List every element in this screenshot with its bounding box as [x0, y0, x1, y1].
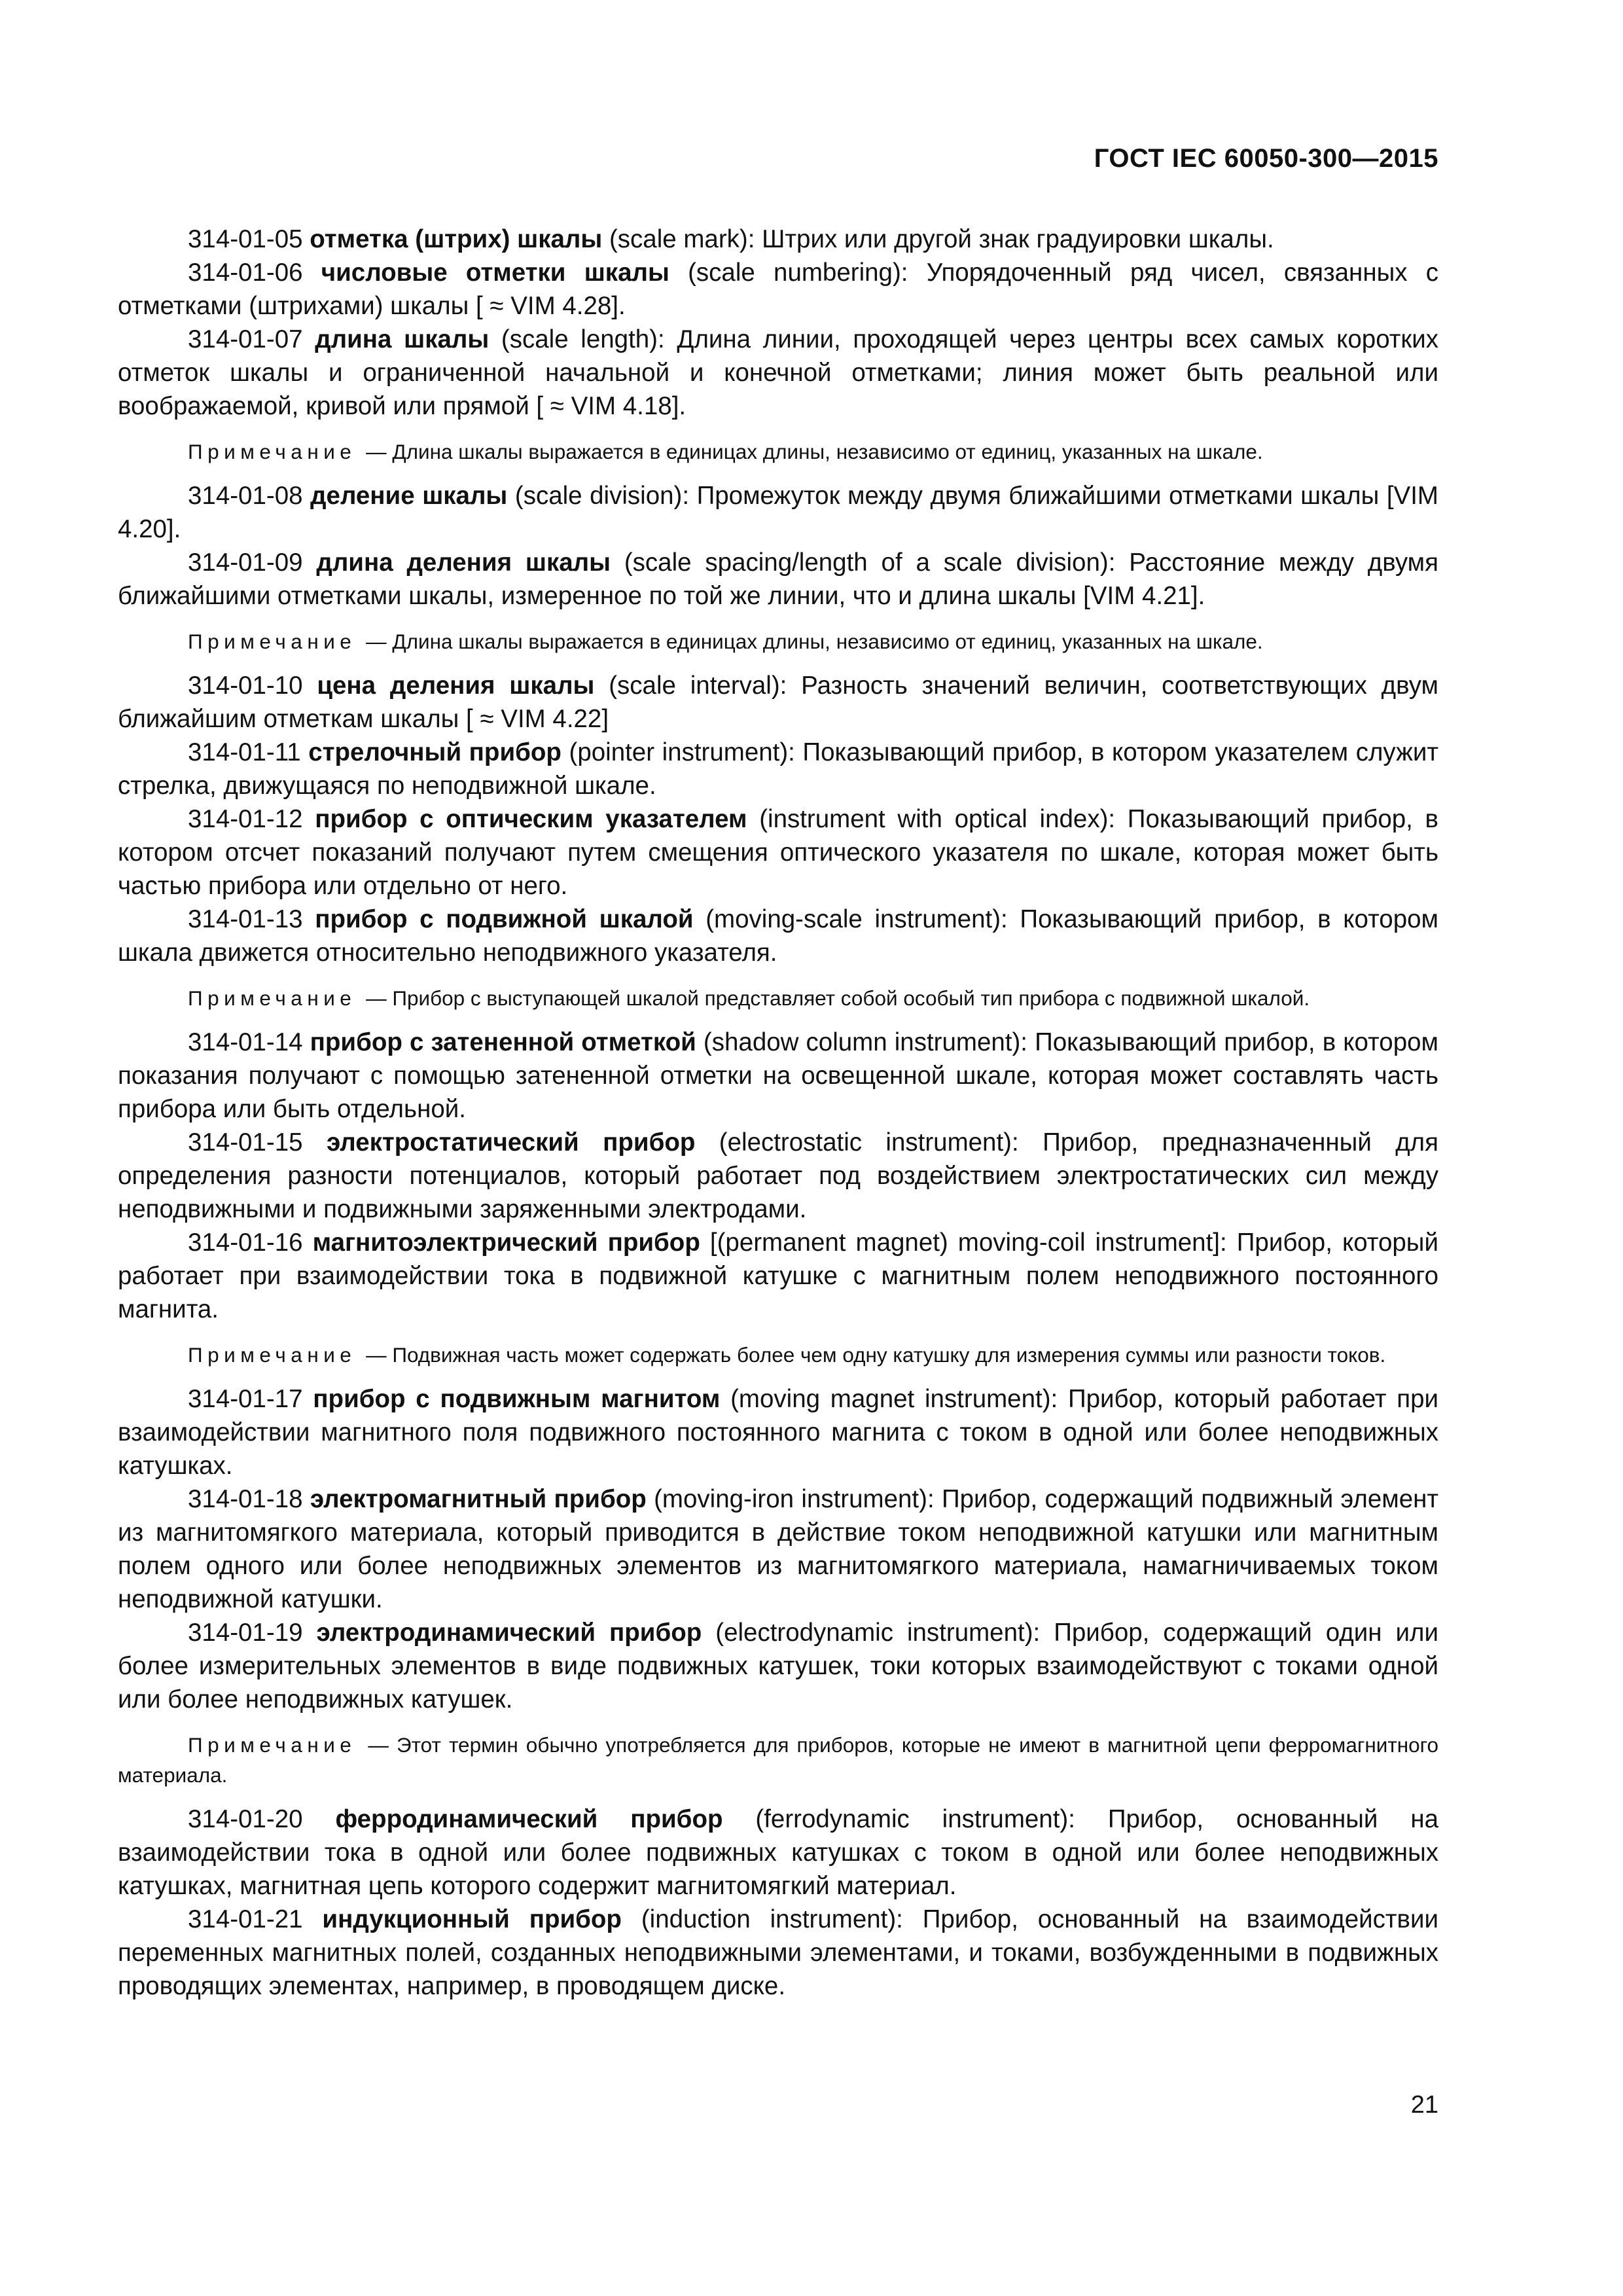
term-name: индукционный прибор	[322, 1905, 622, 1933]
term-definition: (scale length): Длина линии, проходящей через центры всех самых коротких отметок шкалы и ограниченной начальной и конечной отметками; линия может быть реальной или воображаемой, кривой или прямой [ ≈ VIM 4.18].	[118, 325, 1438, 420]
note-scale-spacing	[118, 626, 1438, 656]
note-label: Примечание	[188, 440, 357, 463]
term-entry-314-01-19	[118, 1616, 1438, 1716]
term-number: 314-01-09	[188, 548, 303, 577]
term-definition: (scale division): Промежуток между двумя ближайшими отметками шкалы [VIM 4.20].	[118, 482, 1438, 543]
term-number: 314-01-08	[188, 482, 303, 510]
term-definition: (pointer instrument): Показывающий прибор, в котором указателем служит стрелка, движущаяся по неподвижной шкале.	[118, 738, 1438, 800]
term-name: электродинамический прибор	[316, 1619, 702, 1647]
term-name: прибор с подвижной шкалой	[315, 905, 694, 933]
document-body	[118, 223, 1438, 2003]
note-label: Примечание	[188, 630, 357, 653]
term-entry-314-01-10	[118, 669, 1438, 736]
term-number: 314-01-13	[188, 905, 303, 933]
term-entry-314-01-05	[118, 223, 1438, 256]
term-number: 314-01-12	[188, 805, 303, 833]
term-number: 314-01-21	[188, 1905, 303, 1933]
term-name: длина шкалы	[315, 325, 490, 353]
term-definition: (electrodynamic instrument): Прибор, содержащий один или более измерительных элементов в виде подвижных катушек, токи которых взаимодействуют с токами одной или более неподвижных катушек.	[118, 1619, 1438, 1713]
term-name: электромагнитный прибор	[310, 1485, 647, 1513]
term-definition: [(permanent magnet) moving-coil instrument]: Прибор, который работает при взаимодействии тока в подвижной катушке с магнитным полем неподвижного постоянного магнита.	[118, 1229, 1438, 1323]
note-text: — Длина шкалы выражается в единицах длины, независимо от единиц, указанных на шкале.	[360, 440, 1263, 463]
term-entry-314-01-14	[118, 1026, 1438, 1126]
term-name: цена деления шкалы	[317, 672, 595, 700]
term-number: 314-01-06	[188, 259, 303, 287]
note-moving-part	[118, 1340, 1438, 1370]
note-label: Примечание	[188, 986, 357, 1010]
term-name: числовые отметки шкалы	[321, 259, 669, 287]
term-number: 314-01-11	[188, 738, 301, 766]
term-number: 314-01-17	[188, 1385, 303, 1413]
document-header: ГОСТ IEC 60050-300—2015	[1094, 144, 1438, 173]
note-projecting-scale	[118, 983, 1438, 1013]
note-text: — Этот термин обычно употребляется для приборов, которые не имеют в магнитной цепи ферромагнитного материала.	[118, 1733, 1438, 1787]
term-entry-314-01-09	[118, 546, 1438, 613]
term-number: 314-01-18	[188, 1485, 303, 1513]
term-entry-314-01-12	[118, 802, 1438, 903]
term-definition: (moving-scale instrument): Показывающий прибор, в котором шкала движется относительно неподвижного указателя.	[118, 905, 1439, 967]
term-entry-314-01-20	[118, 1803, 1438, 1903]
term-name: прибор с оптическим указателем	[315, 805, 747, 833]
term-definition: (induction instrument): Прибор, основанный на взаимодействии переменных магнитных полей, созданных неподвижными элементами, и токами, возбужденными в подвижных проводящих элементах, например, в проводящем диске.	[118, 1905, 1438, 2000]
term-name: отметка (штрих) шкалы	[310, 225, 603, 253]
term-entry-314-01-17	[118, 1382, 1438, 1482]
term-entry-314-01-06	[118, 256, 1438, 323]
note-text: — Подвижная часть может содержать более чем одну катушку для измерения суммы или разности токов.	[360, 1343, 1386, 1367]
term-number: 314-01-10	[188, 672, 303, 700]
term-entry-314-01-08	[118, 479, 1438, 546]
term-name: длина деления шкалы	[316, 548, 611, 577]
term-entry-314-01-15	[118, 1126, 1438, 1226]
term-definition: (scale spacing/length of a scale division): Расстояние между двумя ближайшими отметками шкалы, измеренное по той же линии, что и длина шкалы [VIM 4.21].	[118, 548, 1438, 610]
note-label: Примечание	[188, 1343, 357, 1367]
term-entry-314-01-16	[118, 1226, 1438, 1326]
term-entry-314-01-21	[118, 1903, 1438, 2003]
term-definition: (moving-iron instrument): Прибор, содержащий подвижный элемент из магнитомягкого материала, который приводится в действие током неподвижной катушки или магнитным полем одного или более неподвижных элементов из магнитомягкого материала, намагничиваемых током неподвижной катушки.	[118, 1485, 1439, 1613]
term-name: магнитоэлектрический прибор	[312, 1229, 700, 1257]
note-text: — Длина шкалы выражается в единицах длины, независимо от единиц, указанных на шкале.	[360, 630, 1263, 653]
term-name: ферродинамический прибор	[335, 1805, 723, 1833]
note-scale-length	[118, 437, 1438, 467]
term-definition: (moving magnet instrument): Прибор, который работает при взаимодействии магнитного поля подвижного постоянного магнита с током в одной или более неподвижных катушках.	[118, 1385, 1439, 1480]
term-number: 314-01-05	[188, 225, 303, 253]
term-entry-314-01-11	[118, 736, 1438, 802]
term-name: электростатический прибор	[326, 1128, 696, 1157]
term-entry-314-01-18	[118, 1482, 1438, 1616]
term-definition: (instrument with optical index): Показывающий прибор, в котором отсчет показаний получают путем смещения оптического указателя по шкале, которая может быть частью прибора или отдельно от него.	[118, 805, 1439, 900]
term-definition: (scale numbering): Упорядоченный ряд чисел, связанных с отметками (штрихами) шкалы [ ≈ VIM 4.28].	[118, 259, 1438, 320]
term-definition: (scale mark): Штрих или другой знак градуировки шкалы.	[602, 225, 1274, 253]
term-definition: (electrostatic instrument): Прибор, предназначенный для определения разности потенциалов, который работает под воздействием электростатических сил между неподвижными и подвижными заряженными электродами.	[118, 1128, 1438, 1223]
term-name: прибор с затененной отметкой	[310, 1028, 696, 1056]
term-number: 314-01-15	[188, 1128, 303, 1157]
page-number: 21	[1410, 2091, 1438, 2119]
term-number: 314-01-20	[188, 1805, 303, 1833]
term-definition: (scale interval): Разность значений величин, соответствующих двум ближайшим отметкам шкалы [ ≈ VIM 4.22]	[118, 672, 1438, 733]
term-number: 314-01-07	[188, 325, 303, 353]
term-name: прибор с подвижным магнитом	[313, 1385, 721, 1413]
term-entry-314-01-07	[118, 323, 1438, 423]
note-label: Примечание	[188, 1733, 357, 1757]
term-definition: (shadow column instrument): Показывающий прибор, в котором показания получают с помощью затененной отметки на освещенной шкале, которая может составлять часть прибора или быть отдельной.	[118, 1028, 1438, 1123]
term-entry-314-01-13	[118, 903, 1438, 969]
term-name: стрелочный прибор	[308, 738, 562, 766]
term-number: 314-01-14	[188, 1028, 303, 1056]
note-text: — Прибор с выступающей шкалой представляет собой особый тип прибора с подвижной шкалой.	[360, 986, 1310, 1010]
term-number: 314-01-19	[188, 1619, 303, 1647]
note-electrodynamic	[118, 1730, 1438, 1790]
term-name: деление шкалы	[310, 482, 508, 510]
term-definition: (ferrodynamic instrument): Прибор, основанный на взаимодействии тока в одной или более подвижных катушках с током в одной или более неподвижных катушках, магнитная цепь которого содержит магнитомягкий материал.	[118, 1805, 1439, 1900]
document-page	[118, 0, 1438, 2296]
term-number: 314-01-16	[188, 1229, 303, 1257]
